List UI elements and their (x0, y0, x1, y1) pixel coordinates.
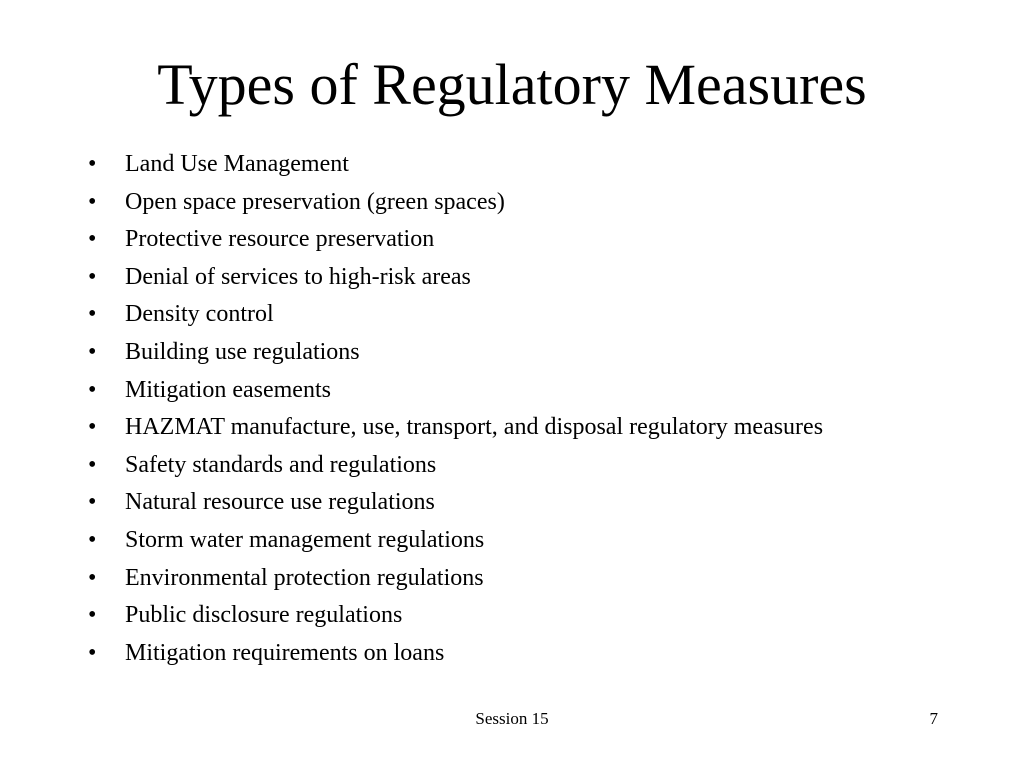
list-item (88, 597, 988, 635)
list-item (88, 409, 988, 447)
bullet-text: HAZMAT manufacture, use, transport, and disposal regulatory measures (125, 414, 824, 441)
bullet-text: Denial of services to high-risk areas (125, 263, 471, 290)
list-item (88, 259, 988, 297)
list-item (88, 296, 988, 334)
list-item (88, 447, 988, 485)
bullet-icon: • (88, 602, 97, 629)
list-item (88, 484, 988, 522)
bullet-icon: • (88, 564, 97, 591)
bullet-icon: • (88, 151, 97, 177)
bullet-text: Environmental protection regulations (125, 564, 484, 591)
list-item (88, 522, 988, 560)
bullet-icon: • (88, 639, 97, 666)
bullet-text: Density control (125, 301, 274, 328)
bullet-icon: • (88, 226, 97, 253)
list-item (88, 221, 988, 259)
bullet-icon: • (88, 263, 97, 290)
bullet-text: Safety standards and regulations (125, 451, 437, 478)
bullet-text: Land Use Management (125, 151, 349, 177)
slide-title: Types of Regulatory Measures (157, 52, 867, 117)
bullet-icon: • (88, 301, 97, 328)
list-item (88, 372, 988, 410)
bullet-text: Mitigation easements (125, 376, 331, 403)
bullet-text: Storm water management regulations (125, 526, 485, 553)
list-item (88, 635, 988, 673)
bullet-text: Building use regulations (125, 338, 360, 365)
bullet-icon: • (88, 376, 97, 403)
bullet-icon: • (88, 338, 97, 365)
bullet-text: Open space preservation (green spaces) (125, 188, 505, 215)
list-item (88, 146, 988, 184)
bullet-text: Public disclosure regulations (125, 602, 403, 629)
list-item (88, 334, 988, 372)
list-item (88, 560, 988, 598)
footer-session-label: Session 15 (475, 709, 549, 728)
bullet-icon: • (88, 188, 97, 215)
bullet-text: Mitigation requirements on loans (125, 639, 445, 666)
bullet-icon: • (88, 451, 97, 478)
bullet-list (88, 146, 988, 672)
bullet-text: Protective resource preservation (125, 226, 435, 253)
bullet-icon: • (88, 526, 97, 553)
bullet-text: Natural resource use regulations (125, 489, 435, 516)
page-number: 7 (929, 709, 938, 728)
bullet-icon: • (88, 489, 97, 516)
bullet-icon: • (88, 414, 97, 441)
list-item (88, 184, 988, 222)
